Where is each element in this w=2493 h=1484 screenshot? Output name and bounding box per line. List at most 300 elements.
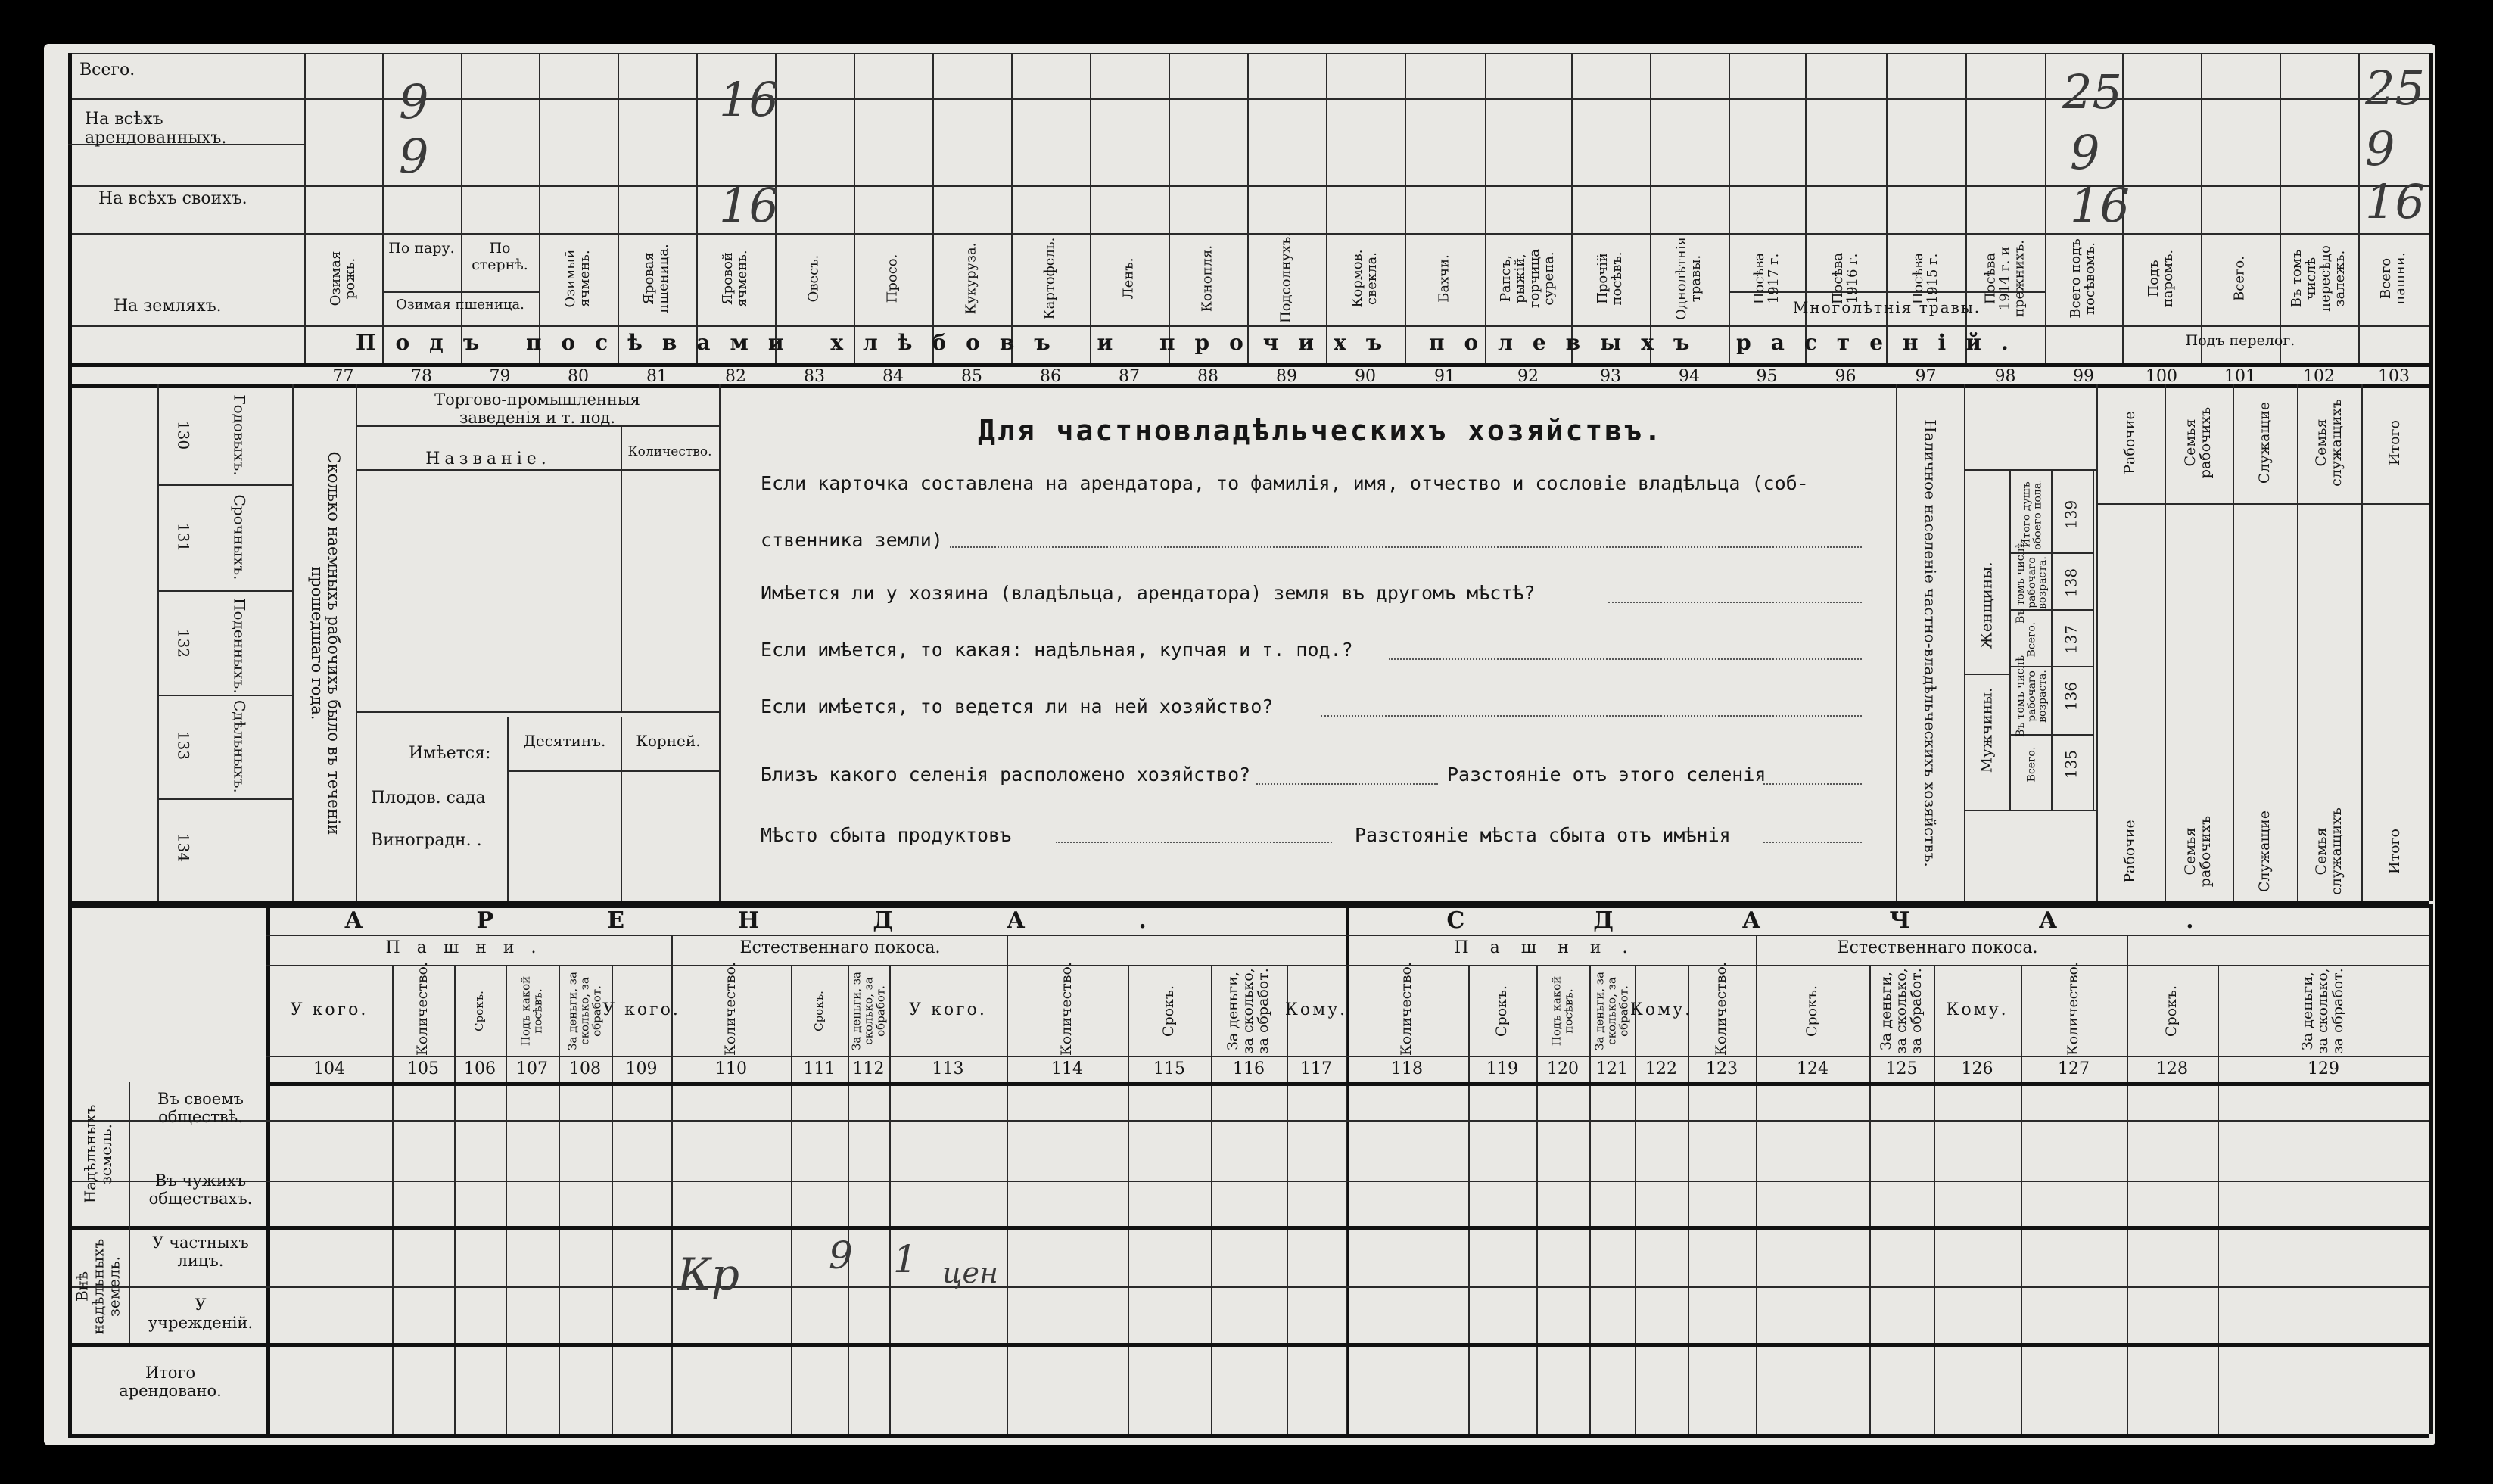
workers-col-number-132: 132 xyxy=(174,628,193,658)
rule-line xyxy=(2093,469,2094,810)
rule-line xyxy=(461,53,462,363)
rule-line xyxy=(1326,53,1327,363)
trade-name-header: Названіе. xyxy=(425,450,551,468)
rule-line xyxy=(1964,384,1965,901)
rule-line xyxy=(304,53,306,363)
population-col-number-139: 139 xyxy=(2062,499,2081,530)
row-group-outside: Внѣ надѣльныхъ земель. xyxy=(73,1238,123,1335)
rule-line xyxy=(1468,965,1470,1434)
rule-line xyxy=(1287,965,1288,1434)
has-label: Имѣется: xyxy=(409,744,491,763)
rule-line xyxy=(506,965,507,1434)
lease-col-header-124: Срокъ. xyxy=(1804,985,1821,1038)
column-header-84: Просо. xyxy=(884,254,901,303)
rule-line xyxy=(1169,53,1170,363)
answer-line xyxy=(1763,783,1862,785)
rule-line xyxy=(1650,53,1651,363)
men-label: Мужчины. xyxy=(1977,687,1996,773)
handwritten-entry: 25 xyxy=(2062,64,2122,120)
column-number-81: 81 xyxy=(646,367,668,386)
rule-line xyxy=(2009,469,2011,810)
column-number-91: 91 xyxy=(1434,367,1455,386)
row-label-leased: На всѣхъ арендованныхъ. xyxy=(85,110,227,148)
rule-line xyxy=(1896,384,1897,901)
rule-line xyxy=(612,965,613,1434)
workers-col-label-130: Годовыхъ. xyxy=(230,394,249,476)
rule-line xyxy=(1011,53,1013,363)
rule-line xyxy=(157,798,292,800)
question-q4: Если имѣется, то ведется ли на ней хозяйство? xyxy=(761,695,1274,717)
trade-qty-header: Количество. xyxy=(627,444,712,459)
workers-question: Сколько наемныхъ рабочихъ было въ теченіи прошедшаго года. xyxy=(308,451,344,835)
rule-line xyxy=(1346,965,1347,1434)
rule-line xyxy=(68,1286,2429,1288)
column-number-77: 77 xyxy=(332,367,354,386)
handwritten-entry: 16 xyxy=(719,72,779,127)
rule-line xyxy=(932,53,934,363)
rule-line xyxy=(68,1434,2429,1438)
staff-col-top-1: Семья рабочихъ xyxy=(2182,406,2214,479)
column-header-99: Всего подъ посѣвомъ. xyxy=(2068,238,2098,319)
column-header-100: Подъ паромъ. xyxy=(2146,249,2176,308)
rule-line xyxy=(2429,904,2433,1434)
answer-line xyxy=(1256,783,1438,785)
rule-line xyxy=(157,484,292,486)
rule-line xyxy=(1589,965,1591,1434)
rule-line xyxy=(2096,384,2098,901)
column-header-101: Всего. xyxy=(2231,256,2248,301)
column-header-96: Посѣва 1916 г. xyxy=(1829,252,1860,305)
rule-line xyxy=(2201,53,2202,363)
column-number-86: 86 xyxy=(1040,367,1061,386)
staff-col-bottom-1: Семья рабочихъ xyxy=(2182,815,2214,888)
lease-col-header-114: Количество. xyxy=(1058,961,1075,1056)
rule-line xyxy=(157,695,292,696)
handwritten-entry: 9 xyxy=(2365,121,2395,176)
column-header-98: Посѣва 1914 г. и прежнихъ. xyxy=(1982,239,2027,318)
question-q6a: Мѣсто сбыта продуктовъ xyxy=(761,824,1012,846)
column-header-81: Яровая пшеница. xyxy=(641,244,671,313)
population-col-number-137: 137 xyxy=(2062,624,2081,655)
rule-line xyxy=(2045,53,2046,363)
rule-line xyxy=(157,590,292,592)
rule-line xyxy=(1756,965,1757,1434)
handwritten-entry: 16 xyxy=(719,178,779,233)
lease-col-header-106: Срокъ. xyxy=(472,991,487,1031)
workers-col-label-132: Поденныхъ. xyxy=(230,598,249,694)
column-number-97: 97 xyxy=(1915,367,1937,386)
lease-col-number-119: 119 xyxy=(1486,1059,1518,1078)
column-header-85: Кукуруза. xyxy=(963,242,979,315)
arenda-estestv: Естественнаго покоса. xyxy=(739,938,941,957)
rule-line xyxy=(1934,965,1935,1434)
staff-col-bottom-2: Служащие xyxy=(2255,810,2273,893)
column-header-103: Всего пашни. xyxy=(2378,252,2408,305)
rule-line xyxy=(2429,384,2433,901)
rule-line xyxy=(1211,965,1212,1434)
kornei-header: Корней. xyxy=(636,732,701,750)
lease-col-number-107: 107 xyxy=(516,1059,548,1078)
population-col-label-135: Всего. xyxy=(2025,746,2038,782)
column-header-93: Прочій посѣвъ. xyxy=(1595,251,1625,306)
rule-line xyxy=(68,1181,2429,1182)
lease-col-number-122: 122 xyxy=(1645,1059,1677,1078)
rule-line xyxy=(854,53,855,363)
rule-line xyxy=(696,53,698,363)
column-number-89: 89 xyxy=(1276,367,1297,386)
rule-line xyxy=(507,717,509,901)
lease-col-header-110: Количество. xyxy=(722,961,739,1056)
lease-row-label-0: Въ своемъ обществѣ. xyxy=(157,1090,244,1127)
rule-line xyxy=(68,384,72,901)
lease-col-number-113: 113 xyxy=(932,1059,964,1078)
lease-row-label-2: У частныхъ лицъ. xyxy=(152,1234,249,1271)
lease-col-number-115: 115 xyxy=(1153,1059,1185,1078)
rule-line xyxy=(266,1056,2429,1057)
staff-col-top-4: Итого xyxy=(2386,420,2404,465)
lease-col-header-105: Количество. xyxy=(414,961,431,1056)
lease-col-number-105: 105 xyxy=(407,1059,439,1078)
rule-line xyxy=(1090,53,1091,363)
vineyards-label: Виноградн. . xyxy=(371,831,482,850)
column-number-101: 101 xyxy=(2224,367,2256,386)
rule-line xyxy=(671,965,673,1434)
lease-col-header-118: Количество. xyxy=(1398,961,1415,1056)
column-header-90: Кормов. свекла. xyxy=(1349,249,1380,308)
lease-col-header-109: У кого. xyxy=(602,1000,680,1019)
staff-col-bottom-3: Семья служащихъ xyxy=(2312,807,2345,895)
column-number-82: 82 xyxy=(725,367,746,386)
rule-line xyxy=(1869,965,1871,1434)
handwritten-entry: 9 xyxy=(2070,125,2100,180)
rule-line xyxy=(621,425,622,711)
rule-line xyxy=(2165,384,2166,901)
question-q2: Имѣется ли у хозяина (владѣльца, арендатора) земля въ другомъ мѣстѣ? xyxy=(761,582,1536,604)
arenda-pashni: Пашни. xyxy=(385,938,553,957)
column-number-83: 83 xyxy=(804,367,825,386)
column-number-78: 78 xyxy=(411,367,432,386)
lease-col-header-104: У кого. xyxy=(290,1000,369,1019)
group-rule xyxy=(266,935,2429,936)
rule-line xyxy=(2021,965,2022,1434)
private-title: Для частновладѣльческихъ хозяйствъ. xyxy=(978,414,1664,447)
staff-col-bottom-4: Итого xyxy=(2386,829,2404,874)
lease-col-header-111: Срокъ. xyxy=(811,991,826,1031)
lease-col-header-128: Срокъ. xyxy=(2163,985,2180,1038)
lease-col-header-117: Кому. xyxy=(1284,1000,1348,1019)
column-header-83: Овесъ. xyxy=(805,254,822,303)
group-rule xyxy=(382,291,539,293)
rule-line xyxy=(791,965,792,1434)
lease-col-number-123: 123 xyxy=(1706,1059,1738,1078)
lease-col-number-118: 118 xyxy=(1391,1059,1423,1078)
question-q5a: Близъ какого селенія расположено хозяйство? xyxy=(761,764,1251,786)
lease-col-number-111: 111 xyxy=(803,1059,836,1078)
lease-col-header-123: Количество. xyxy=(1713,961,1730,1056)
lease-col-header-113: У кого. xyxy=(909,1000,987,1019)
rule-line xyxy=(1007,965,1008,1434)
column-header-77: Озимая рожь. xyxy=(327,250,358,306)
workers-col-number-133: 133 xyxy=(174,730,193,761)
staff-col-top-3: Семья служащихъ xyxy=(2312,399,2345,487)
population-col-label-137: Всего. xyxy=(2025,621,2038,658)
rule-line xyxy=(889,965,891,1434)
rule-line xyxy=(671,935,673,965)
rule-line xyxy=(68,901,72,1434)
column-header-87: Ленъ. xyxy=(1120,257,1137,300)
column-number-88: 88 xyxy=(1197,367,1218,386)
answer-line xyxy=(1763,842,1862,843)
rule-line xyxy=(1756,935,1757,965)
lease-col-header-107: Подъ какой посѣвъ. xyxy=(518,975,544,1047)
handwritten-entry: 9 xyxy=(399,74,429,129)
column-number-90: 90 xyxy=(1355,367,1376,386)
column-number-85: 85 xyxy=(961,367,982,386)
lease-col-number-104: 104 xyxy=(313,1059,345,1078)
rule-line xyxy=(2358,53,2360,363)
answer-line xyxy=(1608,602,1862,603)
column-number-98: 98 xyxy=(1994,367,2016,386)
rule-line xyxy=(1247,53,1249,363)
group-label-winter-wheat: Озимая пшеница. xyxy=(396,297,524,313)
group-label-fallow: Подъ перелог. xyxy=(2185,332,2295,349)
rule-line xyxy=(1128,965,1129,1434)
rule-line xyxy=(1405,53,1406,363)
sdacha-estestv: Естественнаго покоса. xyxy=(1837,938,2038,957)
lease-col-number-127: 127 xyxy=(2058,1059,2090,1078)
rule-line xyxy=(2233,384,2234,901)
lease-col-header-121: За деньги, за сколько, за обработ. xyxy=(1592,972,1630,1050)
rule-line xyxy=(2297,384,2298,901)
workers-col-number-130: 130 xyxy=(174,420,193,450)
handwritten-entry: 16 xyxy=(2070,178,2130,233)
sdacha-header: СДАЧА. xyxy=(1446,907,2323,934)
arenda-header: АРЕНДА. xyxy=(344,907,1260,934)
rule-line xyxy=(68,53,72,384)
rule-line xyxy=(356,469,719,471)
column-number-94: 94 xyxy=(1679,367,1700,386)
sdacha-pashni: Пашни. xyxy=(1454,938,1649,957)
population-col-number-136: 136 xyxy=(2062,681,2081,711)
column-header-78: По пару. xyxy=(388,240,455,257)
rule-line xyxy=(454,965,456,1434)
column-number-95: 95 xyxy=(1756,367,1778,386)
column-header-82: Яровой ячмень. xyxy=(720,250,750,307)
column-number-93: 93 xyxy=(1600,367,1621,386)
rule-line xyxy=(392,965,394,1434)
lease-col-number-110: 110 xyxy=(715,1059,747,1078)
lease-col-number-121: 121 xyxy=(1596,1059,1628,1078)
crop-banner: Подъ посѣвами хлѣбовъ и прочихъ полевыхъ растеній. xyxy=(356,330,2028,355)
rule-line xyxy=(1571,53,1573,363)
column-number-79: 79 xyxy=(489,367,511,386)
rule-line xyxy=(1536,965,1538,1434)
rule-line xyxy=(621,717,622,901)
rule-line xyxy=(1886,53,1888,363)
workers-col-label-131: Срочныхъ. xyxy=(230,494,249,580)
rule-line xyxy=(2051,469,2053,810)
census-card xyxy=(44,44,2435,1445)
rule-line xyxy=(382,53,384,363)
column-header-91: Бахчи. xyxy=(1436,254,1452,303)
rule-line xyxy=(507,770,719,772)
rule-line xyxy=(559,965,560,1434)
lease-col-header-108: За деньги, за сколько, за обработ. xyxy=(565,972,603,1050)
rule-line xyxy=(1635,965,1636,1434)
orchards-label: Плодов. сада xyxy=(371,789,486,807)
handwritten-entry: 1 xyxy=(893,1237,917,1281)
lease-col-number-106: 106 xyxy=(464,1059,496,1078)
rule-line xyxy=(68,1343,2429,1347)
column-header-79: По стернѣ. xyxy=(472,240,528,273)
workers-col-label-133: Сдѣльныхъ. xyxy=(230,700,249,793)
column-number-84: 84 xyxy=(882,367,904,386)
question-q1a: Если карточка составлена на арендатора, то фамилія, имя, отчество и сословіе владѣльца (соб- xyxy=(761,472,1809,494)
staff-col-top-2: Служащие xyxy=(2255,401,2273,484)
lease-col-header-115: Срокъ. xyxy=(1160,985,1178,1038)
column-header-95: Посѣва 1917 г. xyxy=(1751,252,1782,305)
column-number-99: 99 xyxy=(2073,367,2094,386)
lease-col-number-116: 116 xyxy=(1233,1059,1265,1078)
column-number-96: 96 xyxy=(1835,367,1857,386)
rule-line xyxy=(719,384,721,901)
rule-line xyxy=(68,53,2429,54)
column-header-94: Однолѣтнія травы. xyxy=(1673,236,1704,321)
column-number-87: 87 xyxy=(1119,367,1140,386)
women-label: Женщины. xyxy=(1977,562,1996,649)
lease-col-header-116: За деньги, за сколько, за обработ. xyxy=(1225,968,1271,1054)
rule-line xyxy=(1007,935,1008,965)
rule-line xyxy=(356,384,357,901)
lease-col-number-128: 128 xyxy=(2156,1059,2188,1078)
handwritten-entry: 16 xyxy=(2365,174,2425,229)
lease-col-number-126: 126 xyxy=(1961,1059,1993,1078)
rule-line xyxy=(1805,53,1807,363)
lease-row-label-4: Итого арендовано. xyxy=(119,1364,222,1401)
question-q3: Если имѣется, то какая: надѣльная, купчая и т. под.? xyxy=(761,639,1353,661)
rule-line xyxy=(68,1120,2429,1122)
row-group-allotment: Надѣльныхъ земель. xyxy=(81,1104,115,1204)
answer-line xyxy=(1321,715,1862,717)
lease-col-header-129: За деньги, за сколько, за обработ. xyxy=(2299,968,2346,1054)
lease-col-number-109: 109 xyxy=(625,1059,658,1078)
column-number-103: 103 xyxy=(2378,367,2410,386)
desyatin-header: Десятинъ. xyxy=(523,732,606,750)
lease-col-number-124: 124 xyxy=(1797,1059,1829,1078)
rule-line xyxy=(2127,935,2128,965)
column-number-80: 80 xyxy=(568,367,589,386)
column-number-92: 92 xyxy=(1517,367,1539,386)
workers-col-number-131: 131 xyxy=(174,522,193,552)
rule-line xyxy=(1964,674,2009,675)
lease-row-label-1: Въ чужихъ обществахъ. xyxy=(148,1171,253,1209)
rule-line xyxy=(2127,965,2128,1434)
group-rule xyxy=(2201,325,2358,327)
population-col-label-138: Въ томъ числѣ рабочаго возраста. xyxy=(2014,542,2049,624)
staff-col-top-0: Рабочие xyxy=(2121,411,2139,474)
rule-line xyxy=(356,711,719,713)
lease-col-number-129: 129 xyxy=(2308,1059,2339,1078)
handwritten-entry: Кр xyxy=(677,1249,740,1300)
column-header-89: Подсолнухъ. xyxy=(1278,232,1294,323)
row-label-total: Всего. xyxy=(79,61,135,79)
column-header-92: Рапсъ, рыжій, горчица сурепа. xyxy=(1498,249,1557,308)
rule-line xyxy=(292,384,294,901)
lease-col-number-114: 114 xyxy=(1051,1059,1083,1078)
answer-line xyxy=(1056,842,1332,843)
rule-line xyxy=(1688,965,1689,1434)
lease-col-number-108: 108 xyxy=(569,1059,601,1078)
lease-col-header-127: Количество. xyxy=(2065,961,2082,1056)
question-q5b: Разстояніе отъ этого селенія xyxy=(1447,764,1766,786)
rule-line xyxy=(618,53,619,363)
rule-line xyxy=(68,1226,2429,1230)
rule-line xyxy=(68,325,2429,327)
rule-line xyxy=(1965,53,1967,363)
rule-line xyxy=(2218,965,2219,1434)
lease-col-header-119: Срокъ. xyxy=(1493,985,1511,1038)
lease-col-number-125: 125 xyxy=(1885,1059,1918,1078)
lease-col-number-120: 120 xyxy=(1547,1059,1579,1078)
column-header-86: Картофель. xyxy=(1041,237,1058,320)
lease-col-number-112: 112 xyxy=(852,1059,885,1078)
rule-line xyxy=(157,384,159,901)
lease-col-header-122: Кому. xyxy=(1629,1000,1693,1019)
population-col-number-135: 135 xyxy=(2062,749,2081,779)
staff-col-bottom-0: Рабочие xyxy=(2121,820,2139,883)
rule-line xyxy=(2096,503,2429,505)
rule-line xyxy=(129,1082,130,1343)
group-label-perennial-grass: Многолѣтнія травы. xyxy=(1792,298,1981,316)
handwritten-entry: 25 xyxy=(2365,61,2425,116)
answer-line xyxy=(950,546,1862,548)
rule-line xyxy=(266,1082,2429,1086)
rule-line xyxy=(539,53,540,363)
rule-line xyxy=(2280,53,2281,363)
rule-line xyxy=(1729,53,1730,363)
rule-line xyxy=(1485,53,1486,363)
population-label: Наличное населеніе частно-владѣльческихъ хозяйствъ. xyxy=(1921,419,1940,867)
rule-line xyxy=(266,904,270,1434)
column-header-88: Конопля. xyxy=(1199,244,1215,313)
trade-title: Торгово-промышленныя заведенія и т. под. xyxy=(434,390,640,428)
lease-row-label-3: У учрежденій. xyxy=(148,1296,254,1333)
handwritten-entry: цен xyxy=(942,1256,999,1290)
lease-col-header-112: За деньги, за сколько, за обработ. xyxy=(848,972,887,1050)
column-header-102: Въ томъ числѣ пересѣдо залежь. xyxy=(2289,245,2348,312)
handwritten-entry: 9 xyxy=(399,129,429,184)
row-label-on-lands: На земляхъ. xyxy=(114,297,222,316)
question-q6b: Разстояніе мѣста сбыта отъ имѣнія xyxy=(1355,824,1731,846)
column-header-97: Посѣва 1915 г. xyxy=(1909,252,1941,305)
column-number-100: 100 xyxy=(2146,367,2177,386)
rule-line xyxy=(2009,666,2093,667)
population-col-label-136: Въ томъ числѣ рабочаго возраста. xyxy=(2014,655,2049,737)
population-col-number-138: 138 xyxy=(2062,568,2081,598)
column-header-80: Озимый ячмень. xyxy=(562,249,593,308)
handwritten-entry: 9 xyxy=(829,1234,853,1277)
row-label-own: На всѣхъ своихъ. xyxy=(98,189,247,208)
column-number-102: 102 xyxy=(2303,367,2335,386)
rule-line xyxy=(2361,384,2363,901)
question-q1b: ственника земли) xyxy=(761,529,943,551)
population-col-label-139: Итого душъ обоего пола. xyxy=(2020,479,2043,550)
lease-col-header-125: За деньги, за сколько, за обработ. xyxy=(1877,968,1925,1054)
lease-col-header-126: Кому. xyxy=(1946,1000,2009,1019)
rule-line xyxy=(2429,53,2433,384)
lease-col-header-120: Подъ какой посѣвъ. xyxy=(1549,975,1575,1047)
answer-line xyxy=(1389,658,1862,660)
